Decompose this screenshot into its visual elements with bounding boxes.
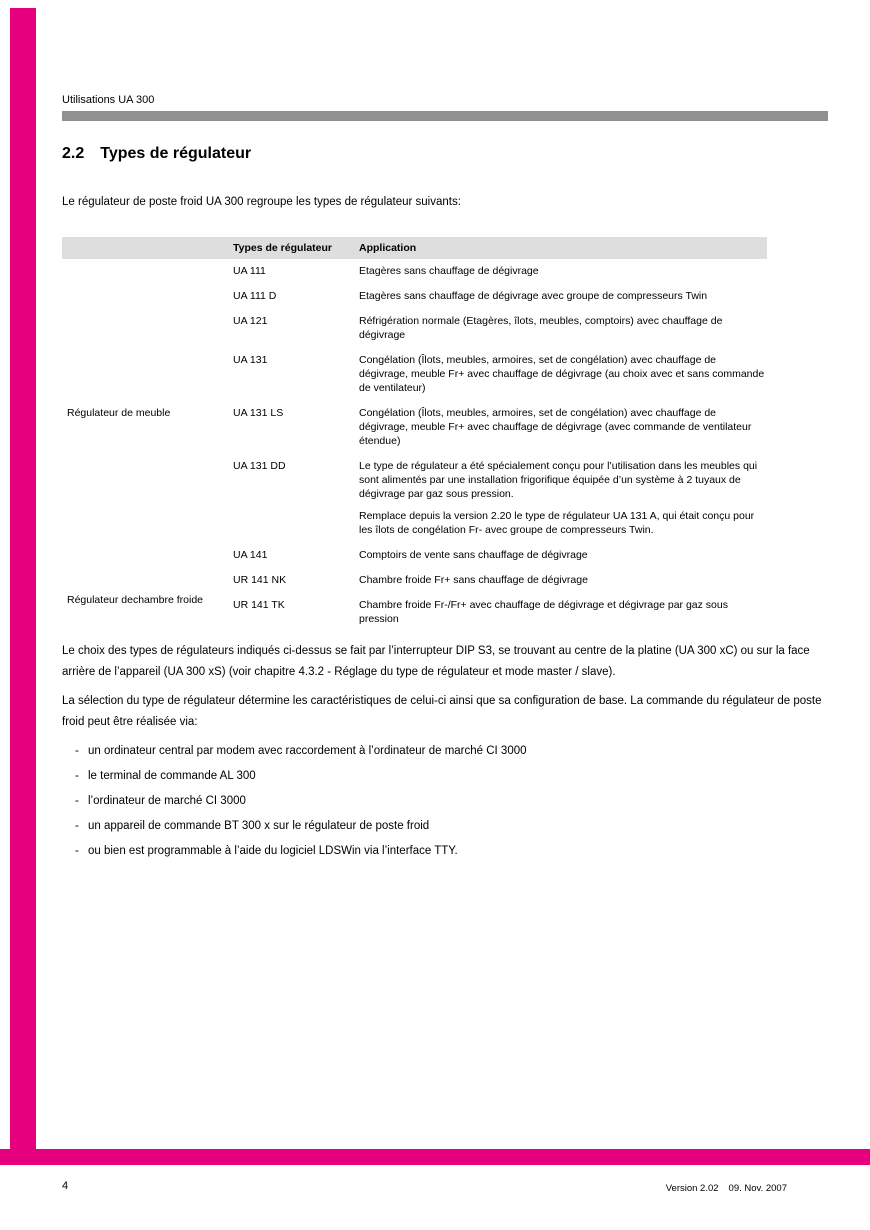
regulator-types-table xyxy=(62,237,767,632)
type-cell: UA 141 xyxy=(233,549,268,561)
type-cell: UA 111 xyxy=(233,265,266,277)
group-label-meuble: Régulateur de meuble xyxy=(67,407,171,419)
section-number: 2.2 xyxy=(62,145,85,162)
section-title: Types de régulateur xyxy=(100,145,252,162)
application-text: Réfrigération normale (Etagères, îlots, meubles, comptoirs) avec chauffage de dégivrage xyxy=(359,315,723,341)
body-paragraph: Le choix des types de régulateurs indiqués ci-dessus se fait par l’interrupteur DIP S3, se trouvant au centre de la platine (UA 300 xC) ou sur la face arrière de l’appareil (UA 300 xS) (voir chapitre 4.3.2 - Réglage du type de régulateur et mode master / slave). xyxy=(62,645,810,678)
application-cell xyxy=(359,284,767,309)
application-cell xyxy=(359,543,767,568)
bullet-text: un appareil de commande BT 300 x sur le régulateur de poste froid xyxy=(88,820,430,832)
header-rule xyxy=(62,111,828,121)
application-cell xyxy=(359,259,767,284)
type-cell: UA 121 xyxy=(233,315,268,327)
application-text: Le type de régulateur a été spécialement conçu pour l’utilisation dans les meubles qui sont alimentés par une installation frigorifique équipée d’un système à 2 tuyaux de dégivrage par gaz sous pression. xyxy=(359,460,758,500)
bullet-item xyxy=(62,766,830,787)
bullet-item xyxy=(62,816,830,837)
brand-bottom-bar xyxy=(0,1149,870,1165)
application-text: Congélation (Îlots, meubles, armoires, set de congélation) avec chauffage de dégivrage, meuble Fr+ avec chauffage de dégivrage (au choix avec et sans commande de ventilateur) xyxy=(359,354,765,394)
bullet-text: l’ordinateur de marché CI 3000 xyxy=(88,795,246,807)
table-row xyxy=(62,568,767,593)
application-column-header: Application xyxy=(359,237,767,259)
brand-left-bar xyxy=(10,8,36,1165)
type-cell: UA 111 D xyxy=(233,290,277,302)
group-column-header xyxy=(62,237,233,259)
type-column-header: Types de régulateur xyxy=(233,237,359,259)
application-cell xyxy=(359,348,767,401)
application-text: Remplace depuis la version 2.20 le type de régulateur UA 131 A, qui était conçu pour les îlots de congélation Fr- avec groupe de compresseurs Twin. xyxy=(359,510,755,536)
table-row xyxy=(62,259,767,284)
application-text: Congélation (Îlots, meubles, armoires, set de congélation) avec chauffage de dégivrage, meuble Fr+ avec chauffage de dégivrage (avec commande de ventilateur étendue) xyxy=(359,407,752,447)
type-cell: UR 141 NK xyxy=(233,574,287,586)
application-text: Comptoirs de vente sans chauffage de dégivrage xyxy=(359,549,588,561)
page-number: 4 xyxy=(62,1180,69,1192)
application-cell xyxy=(359,593,767,632)
bullet-list xyxy=(62,741,830,862)
application-text: Etagères sans chauffage de dégivrage xyxy=(359,265,539,277)
group-label-chambre-froide: Régulateur dechambre froide xyxy=(67,593,203,606)
type-cell: UA 131 DD xyxy=(233,460,286,472)
application-cell xyxy=(359,454,767,543)
bullet-text: ou bien est programmable à l’aide du logiciel LDSWin via l’interface TTY. xyxy=(88,845,458,857)
application-cell xyxy=(359,568,767,593)
bullet-text: le terminal de commande AL 300 xyxy=(88,770,256,782)
date-label: 09. Nov. 2007 xyxy=(728,1183,787,1194)
bullet-text: un ordinateur central par modem avec raccordement à l’ordinateur de marché CI 3000 xyxy=(88,745,527,757)
footer-version-line xyxy=(666,1183,787,1194)
application-text: Chambre froide Fr-/Fr+ avec chauffage de dégivrage et dégivrage par gaz sous pression xyxy=(359,599,728,625)
application-text: Chambre froide Fr+ sans chauffage de dégivrage xyxy=(359,574,588,586)
application-cell xyxy=(359,309,767,348)
running-header: Utilisations UA 300 xyxy=(62,94,155,106)
bullet-item xyxy=(62,841,830,862)
type-cell: UR 141 TK xyxy=(233,599,285,611)
type-cell: UA 131 xyxy=(233,354,268,366)
body-copy xyxy=(62,641,830,866)
body-paragraph: La sélection du type de régulateur détermine les caractéristiques de celui-ci ainsi que sa configuration de base. La commande du régulateur de poste froid peut être réalisée via: xyxy=(62,695,822,728)
table-header-row xyxy=(62,237,767,259)
version-label: Version 2.02 xyxy=(665,1183,719,1194)
application-cell xyxy=(359,401,767,454)
application-text: Etagères sans chauffage de dégivrage avec groupe de compresseurs Twin xyxy=(359,290,708,302)
section-heading xyxy=(62,145,251,163)
type-cell: UA 131 LS xyxy=(233,407,284,419)
intro-paragraph: Le régulateur de poste froid UA 300 regroupe les types de régulateur suivants: xyxy=(62,196,461,208)
bullet-item xyxy=(62,791,830,812)
bullet-item xyxy=(62,741,830,762)
